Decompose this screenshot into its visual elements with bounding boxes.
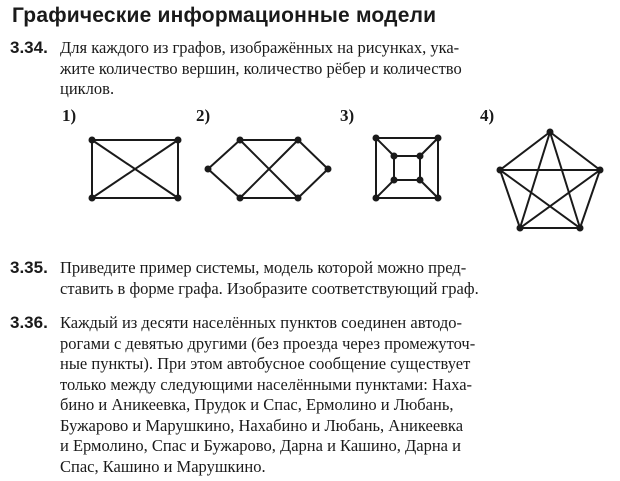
- problem-number: 3.35.: [10, 258, 48, 277]
- problem-number: 3.36.: [10, 313, 48, 332]
- graph-4-figure: [492, 126, 608, 238]
- graph-1-figure: [80, 132, 190, 208]
- section-title: Графические информационные модели: [12, 4, 437, 27]
- graph-4-label: 4): [480, 106, 495, 125]
- problem-3-34: [10, 38, 610, 100]
- graph-2-label: 2): [196, 106, 211, 125]
- graph-3-label: 3): [340, 106, 355, 125]
- graph-2-figure: [198, 132, 338, 208]
- problem-text: Для каждого из графов, изображённых на рисунках, ука- жите количество вершин, количество рёбер и количество циклов.: [60, 38, 462, 98]
- problem-text: Приведите пример системы, модель которой можно пред- ставить в форме графа. Изобразите соответствующий граф.: [60, 258, 479, 298]
- graph-1-label: 1): [62, 106, 77, 125]
- graph-3-figure: [366, 130, 450, 208]
- problem-text: Каждый из десяти населённых пунктов соединен автодо- рогами с девятью другими (без проезда через промежуточ- ные пункты). При этом автобусное сообщение существует только между следующими населёнными пунктами: Наха- бино и Аникеевка, Прудок и Спас, Ермолино и Любань, Бужарово и Марушкино, Нахабино и Любань, Аникеевка и Ермолино, Спас и Бужарово, Дарна и Кашино, Дарна и Спас, Кашино и Марушкино.: [60, 313, 476, 476]
- problem-3-36: [10, 313, 610, 477]
- problem-3-35: [10, 258, 610, 299]
- problem-number: 3.34.: [10, 38, 48, 57]
